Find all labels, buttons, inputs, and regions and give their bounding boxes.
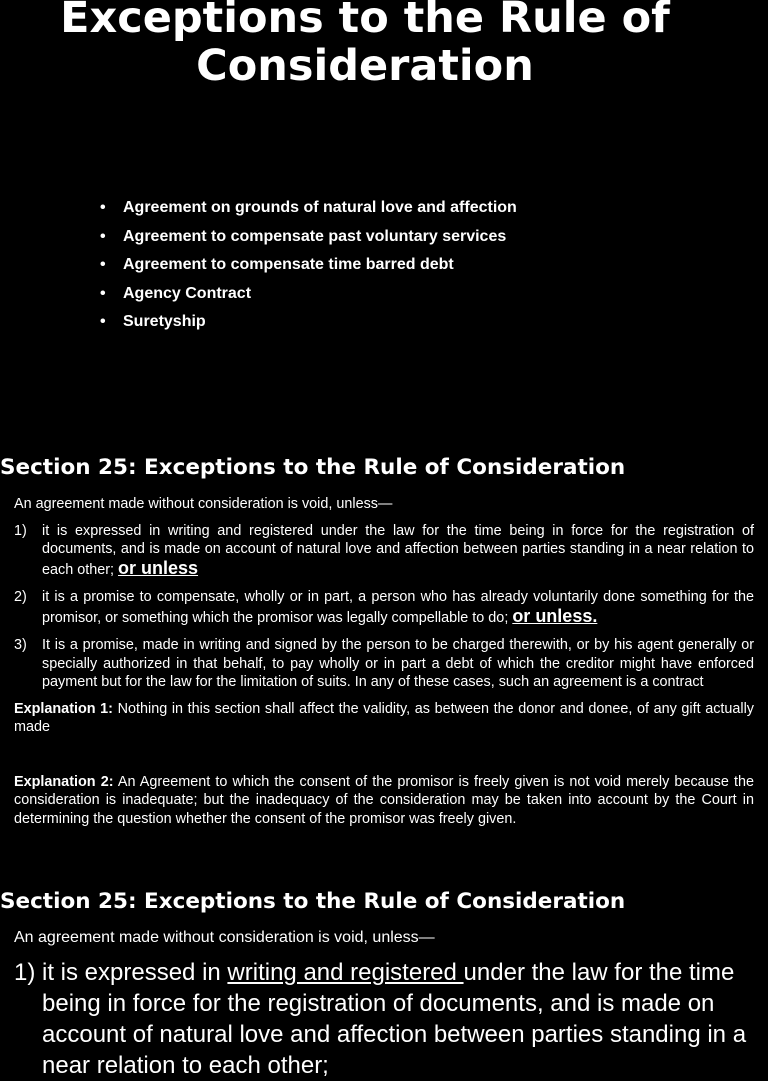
bullet-item: • Suretyship [100, 308, 517, 337]
intro-text: An agreement made without consideration is void, unless— [14, 929, 435, 946]
exception-item [14, 636, 754, 692]
explanation-text: Nothing in this section shall affect the validity, as between the donor and donee, of any gift actually made [14, 700, 755, 735]
bullet-item: • Agreement on grounds of natural love and affection [100, 194, 517, 223]
item-number: 3) [14, 637, 27, 653]
exception-item [14, 588, 754, 627]
bullet-item: • Agreement to compensate past voluntary services [100, 223, 517, 252]
slide-title: Exceptions to the Rule of Consideration [60, 0, 670, 91]
exception-items [14, 522, 754, 692]
intro-text: An agreement made without consideration is void, unless— [14, 496, 393, 512]
slide-section-25 [0, 440, 768, 864]
section-title: Section 25: Exceptions to the Rule of Consideration [0, 455, 626, 480]
bullet-item: • Agency Contract [100, 280, 517, 309]
section-title: Section 25: Exceptions to the Rule of Consideration [0, 889, 626, 914]
section-body [14, 495, 754, 828]
item-text [14, 957, 759, 1081]
item-underlined-text: writing and registered [227, 959, 464, 986]
slide-exceptions-overview [0, 0, 768, 440]
exception-item-large [14, 957, 759, 1081]
explanation-text: An Agreement to which the consent of the promisor is freely given is not void merely because the consideration is inadequate; but the inadequacy of the consideration may be taken into account by the Court in determining the question whether the consent of the promisor was freely given. [14, 773, 754, 827]
explanation-1 [14, 700, 754, 737]
exception-item [14, 522, 754, 580]
explanation-label: Explanation 2: [14, 773, 114, 790]
slide-section-25-detail [0, 864, 768, 1079]
item-text: It is a promise, made in writing and signed by the person to be charged therewith, or by his agent generally or specially authorized in that behalf, to pay wholly or in part a debt of which the creditor might have enforced payment but for the law for the limitation of suits. In any of these cases, such an agreement is a contract [42, 637, 754, 690]
item-text: it is a promise to compensate, wholly or in part, a person who has already voluntarily done something for the promisor, or something which the promisor was legally compellable to do; [42, 589, 754, 626]
item-number: 1) [14, 959, 36, 986]
item-emphasis: or unless [118, 557, 199, 578]
exceptions-bullet-list [100, 194, 517, 337]
explanation-2 [14, 773, 754, 829]
item-number: 1) [14, 522, 27, 539]
item-text-start: it is expressed in [42, 959, 228, 986]
bullet-item: • Agreement to compensate time barred debt [100, 251, 517, 280]
item-number: 2) [14, 589, 27, 605]
item-text-end: under the law for the time being in force for the registration of documents, and is made on account of natural love and affection between parties standing in a near relation to each other; [42, 959, 747, 1079]
explanation-label: Explanation 1: [14, 700, 113, 717]
item-text: it is expressed in writing and registered under the law for the time being in force for the registration of documents, and is made on account of natural love and affection between parties standing in a near relation to each other; [42, 522, 754, 578]
item-emphasis: or unless. [512, 605, 598, 626]
